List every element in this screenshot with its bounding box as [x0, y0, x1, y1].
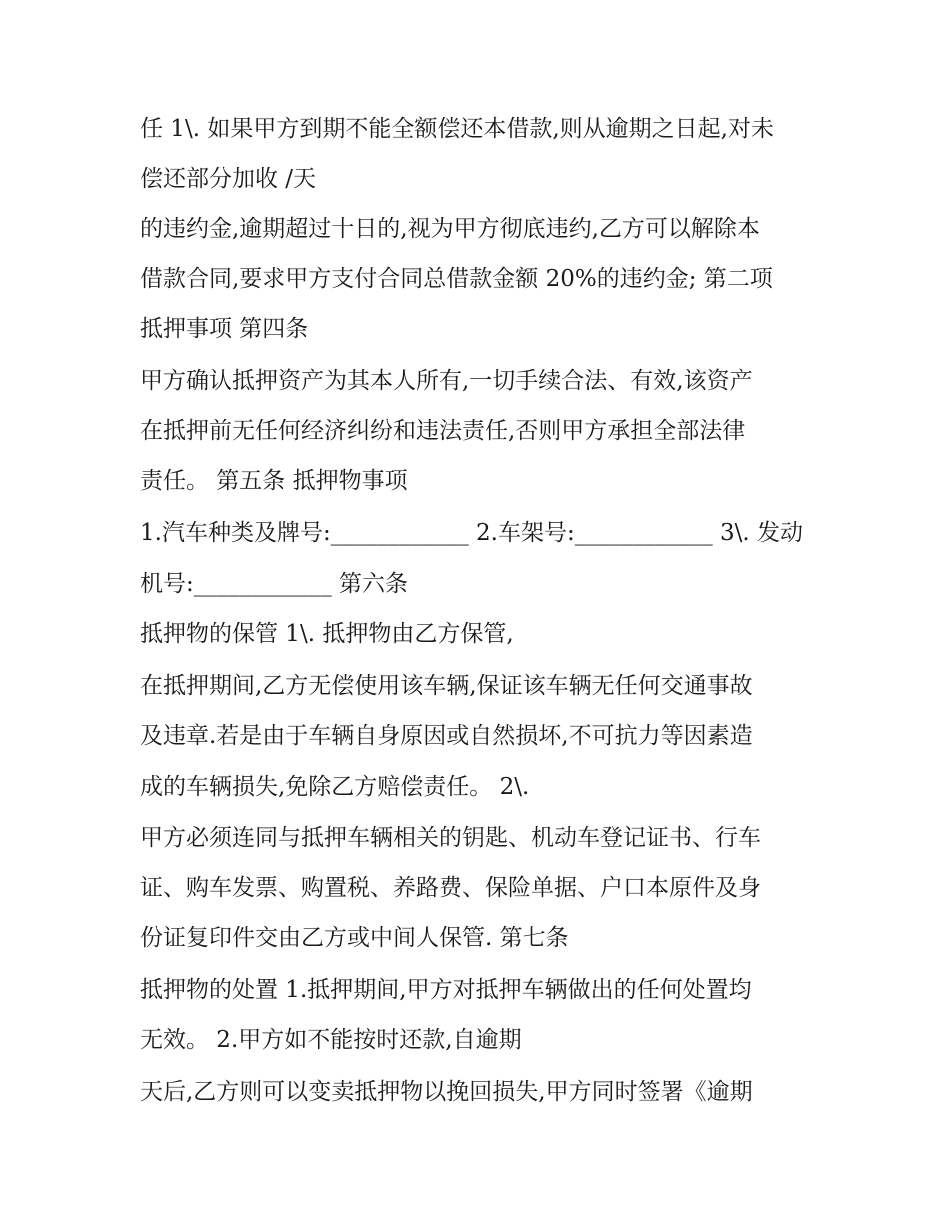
- text-line: 份证复印件交由乙方或中间人保管. 第七条: [140, 925, 569, 951]
- text-line: 抵押物的保管 1\. 抵押物由乙方保管,: [140, 621, 514, 647]
- text-line: 责任。 第五条 抵押物事项: [140, 468, 408, 494]
- text-line: 任 1\. 如果甲方到期不能全额偿还本借款,则从逾期之日起,对未: [140, 116, 774, 142]
- text-line: 证、购车发票、购置税、养路费、保险单据、户口本原件及身: [140, 875, 761, 901]
- text-line: 偿还部分加收 /天: [140, 166, 317, 192]
- text-line: 的违约金,逾期超过十日的,视为甲方彻底违约,乙方可以解除本: [140, 216, 760, 242]
- text-line: 甲方必须连同与抵押车辆相关的钥匙、机动车登记证书、行车: [140, 825, 761, 851]
- text-line: 天后,乙方则可以变卖抵押物以挽回损失,甲方同时签署《逾期: [140, 1079, 753, 1105]
- text-line: 机号:____________ 第六条: [140, 571, 409, 597]
- text-line: 在抵押前无任何经济纠纷和违法责任,否则甲方承担全部法律: [140, 418, 746, 444]
- text-line: 借款合同,要求甲方支付合同总借款金额 20%的违约金; 第二项: [140, 266, 773, 292]
- text-line: 甲方确认抵押资产为其本人所有,一切手续合法、有效,该资产: [140, 368, 753, 394]
- text-line: 成的车辆损失,免除乙方赔偿责任。 2\.: [140, 774, 530, 800]
- text-line: 无效。 2.甲方如不能按时还款,自逾期: [140, 1027, 522, 1053]
- text-line: 在抵押期间,乙方无偿使用该车辆,保证该车辆无任何交通事故: [140, 673, 753, 699]
- text-line: 抵押事项 第四条: [140, 316, 309, 342]
- text-line: 1.汽车种类及牌号:____________ 2.车架号:____________ 3\. 发动: [140, 520, 804, 546]
- text-line: 及违章.若是由于车辆自身原因或自然损坏,不可抗力等因素造: [140, 723, 753, 749]
- text-line: 抵押物的处置 1.抵押期间,甲方对抵押车辆做出的任何处置均: [140, 977, 752, 1003]
